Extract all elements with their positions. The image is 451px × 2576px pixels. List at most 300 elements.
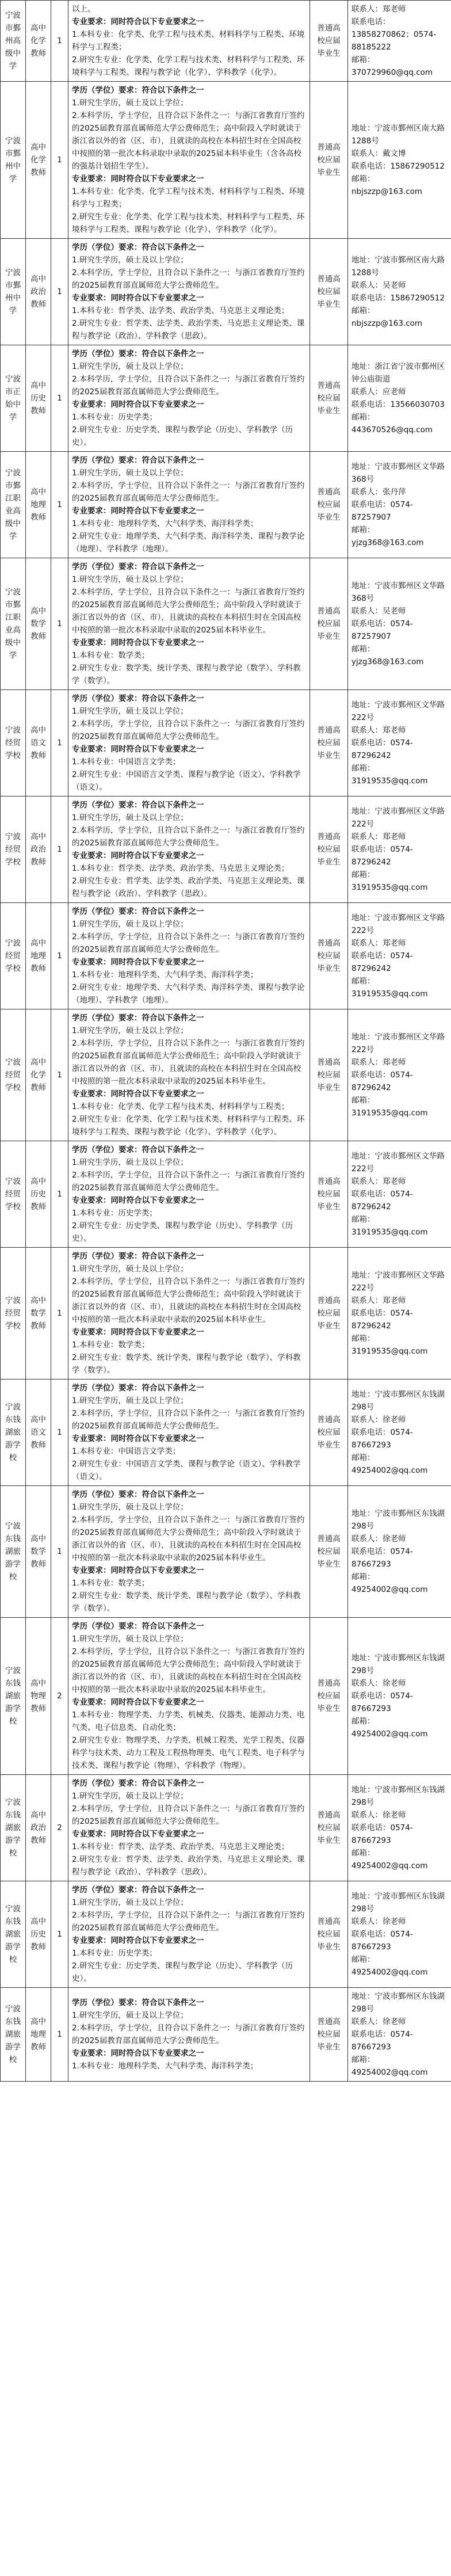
contact-line: 联系人：郑老师 [351,726,406,735]
contact-email: 49254002@qq.com [351,1968,428,1977]
requirements-cell [68,690,310,797]
school-name-cell: 宁波经贸学校 [1,1009,26,1141]
contact-line: 地址：宁波市鄞州区东钱湖298号 [351,1992,445,2014]
contact-info-cell [348,903,451,1009]
requirement-heading: 学历（学位）要求：符合以下条件之一 [72,1622,204,1631]
post-name-cell: 高中语文教师 [26,1380,51,1486]
requirements-cell [68,1,310,82]
requirement-heading: 专业要求：同时符合以下专业要求之一 [72,745,204,754]
requirements-cell [68,1380,310,1486]
requirement-heading: 专业要求：同时符合以下专业要求之一 [72,1328,204,1337]
contact-line: 联系人：张丹萍 [351,487,406,497]
contact-info-cell [348,1141,451,1248]
post-name-cell: 高中物理教师 [26,1618,51,1775]
requirement-line: 1.研究生学历，硕士及以上学位； [72,813,188,822]
table-row [1,1380,451,1486]
headcount-cell: 1 [51,1380,68,1486]
requirement-line: 2.本科学历，学士学位，且符合以下条件之一：与浙江省教育厅签约的2025届教育部直属师范大学公费师范生。 [72,1804,305,1826]
table-row [1,1248,451,1380]
requirement-line: 2.研究生专业：化学类、化学工程与技术类、材料科学与工程类、环境科学与工程类、课程与教学论（化学）、学科教学（化学）。 [72,55,305,77]
requirement-line: 1.研究生学历，硕士及以上学位； [72,468,188,478]
contact-line: 联系电话：0574-87296242 [351,738,413,760]
candidate-type-cell: 普通高校应届毕业生 [310,1881,348,1988]
requirements-cell [68,558,310,690]
contact-line: 邮箱： [351,413,375,422]
requirements-cell [68,1486,310,1618]
requirement-heading: 学历（学位）要求：符合以下条件之一 [72,1252,204,1261]
headcount-cell: 1 [51,903,68,1009]
requirement-line: 1.本科专业：化学类、化学工程与技术类、材料科学与工程类； [72,1102,289,1111]
contact-line: 邮箱： [351,2055,375,2064]
requirement-heading: 学历（学位）要求：符合以下条件之一 [72,86,204,95]
headcount-cell: 1 [51,239,68,345]
requirement-heading: 专业要求：同时符合以下专业要求之一 [72,400,204,409]
contact-line: 地址：宁波市鄞州区文华路368号 [351,462,445,484]
requirement-line: 1.本科专业：物理学类、力学类、机械类、仪器类、能源动力类、电气类、电子信息类、自动化类； [72,1710,305,1732]
requirement-line: 1.研究生学历，硕士及以上学位； [72,1634,188,1644]
table-row [1,82,451,239]
requirement-line: 1.本科专业：历史学类； [72,1949,157,1958]
requirements-cell [68,82,310,239]
table-row [1,1,451,82]
contact-line: 联系人：吴老师 [351,607,406,616]
contact-line: 邮箱： [351,1096,375,1105]
requirements-cell [68,1775,310,1881]
post-name-cell: 高中数学教师 [26,1486,51,1618]
headcount-cell: 1 [51,797,68,903]
school-name-cell: 宁波经贸学校 [1,1248,26,1380]
contact-line: 联系电话：15867290512 [351,294,445,303]
contact-info-cell [348,797,451,903]
post-name-cell: 高中历史教师 [26,345,51,452]
contact-line: 联系电话：13566030703 [351,400,445,409]
school-name-cell: 宁波经贸学校 [1,690,26,797]
requirement-line: 2.研究生专业：历史学类、课程与教学论（历史）、学科教学（历史）。 [72,1221,293,1243]
contact-line: 地址：宁波市鄞州区文华路222号 [351,807,445,829]
headcount-cell: 1 [51,1,68,82]
requirement-line: 2.研究生专业：中国语言文学类、课程与教学论（语文）、学科教学（语文）。 [72,1460,301,1481]
requirements-cell [68,1248,310,1380]
contact-line: 联系电话：0574-87667293 [351,1428,413,1450]
contact-line: 联系人：郑老师 [351,1058,406,1067]
post-name-cell: 高中语文教师 [26,690,51,797]
contact-line: 联系人：戴文博 [351,149,406,158]
requirement-heading: 专业要求：同时符合以下专业要求之一 [72,638,204,647]
contact-line: 邮箱： [351,1572,375,1582]
requirement-line: 2.研究生专业：历史学类、课程与教学论（历史）、学科教学（历史）。 [72,425,293,447]
requirements-cell [68,345,310,452]
post-name-cell: 高中数学教师 [26,1248,51,1380]
candidate-type-cell: 普通高校应届毕业生 [310,1618,348,1775]
requirement-line: 以上。 [72,5,95,14]
contact-info-cell [348,1486,451,1618]
contact-line: 联系人：郑老师 [351,1296,406,1305]
contact-email: 49254002@qq.com [351,2068,428,2077]
contact-line: 地址：宁波市鄞州区文华路222号 [351,913,445,935]
school-name-cell: 宁波市鄞江职业高级中学 [1,452,26,558]
contact-line: 联系电话：0574-87296242 [351,1070,413,1092]
contact-line: 邮箱： [351,1453,375,1462]
contact-line: 联系电话：0574-87667293 [351,2030,413,2052]
contact-email: yjzg368@163.com [351,657,424,666]
contact-info-cell [348,1618,451,1775]
school-name-cell: 宁波市鄞江职业高级中学 [1,558,26,690]
table-row [1,345,451,452]
requirement-heading: 学历（学位）要求：符合以下条件之一 [72,1384,204,1393]
post-name-cell: 高中政治教师 [26,797,51,903]
requirement-line: 1.研究生学历，硕士及以上学位； [72,98,188,108]
school-name-cell: 宁波东钱湖旅游学校 [1,1618,26,1775]
table-row [1,452,451,558]
contact-line: 联系电话：0574-87296242 [351,845,413,867]
post-name-cell: 高中历史教师 [26,1141,51,1248]
requirement-line: 1.研究生学历，硕士及以上学位； [72,920,188,929]
requirement-line: 2.本科学历，学士学位，且符合以下条件之一：与浙江省教育厅签约的2025届教育部直属师范大学公费师范生。 [72,1911,305,1933]
contact-email: 31919535@qq.com [351,776,428,786]
requirement-heading: 专业要求：同时符合以下专业要求之一 [72,2049,204,2058]
requirements-cell [68,1009,310,1141]
post-name-cell: 高中化学教师 [26,1,51,82]
requirement-line: 2.本科学历，学士学位，且符合以下条件之一：与浙江省教育厅签约的2025届教育部直属师范大学公费师范生。 [72,481,305,503]
contact-line: 地址：宁波市鄞州区文华路222号 [351,1032,445,1054]
contact-info-cell [348,1248,451,1380]
candidate-type-cell: 普通高校应届毕业生 [310,1248,348,1380]
contact-email: 49254002@qq.com [351,1729,428,1739]
contact-email: 49254002@qq.com [351,1585,428,1594]
school-name-cell: 宁波经贸学校 [1,797,26,903]
candidate-type-cell: 普通高校应届毕业生 [310,558,348,690]
contact-info-cell [348,1881,451,1988]
contact-line: 联系电话：13858270862；0574-88185222 [351,17,437,52]
requirements-cell [68,797,310,903]
candidate-type-cell: 普通高校应届毕业生 [310,239,348,345]
requirement-line: 2.研究生专业：地理学类、大气科学类、海洋科学类、课程与教学论（地理）、学科教学（地理）。 [72,983,305,1005]
post-name-cell: 高中历史教师 [26,1881,51,1988]
requirement-line: 1.本科专业：数学类； [72,651,150,660]
post-name-cell: 高中地理教师 [26,903,51,1009]
requirement-line: 2.研究生专业：化学类、化学工程与技术类、材料科学与工程类、环境科学与工程类、课程与教学论（化学）、学科教学（化学）。 [72,212,305,234]
contact-line: 邮箱： [351,764,375,773]
requirement-line: 1.本科专业：地理科学类、大气科学类、海洋科学类； [72,519,258,528]
requirement-heading: 学历（学位）要求：符合以下条件之一 [72,1779,204,1788]
requirement-heading: 学历（学位）要求：符合以下条件之一 [72,907,204,916]
contact-line: 邮箱： [351,645,375,654]
contact-line: 地址：宁波市鄞州区东钱湖298号 [351,1892,445,1914]
post-name-cell: 高中地理教师 [26,452,51,558]
contact-info-cell [348,558,451,690]
contact-email: nbjszzp@163.com [351,319,423,328]
requirement-heading: 专业要求：同时符合以下专业要求之一 [72,1434,204,1443]
contact-line: 联系人：徐老师 [351,1534,406,1544]
requirement-line: 2.研究生专业：哲学类、法学类、政治学类、马克思主义理论类、课程与教学论（政治）、学科教学（思政）。 [72,1855,305,1877]
school-name-cell: 宁波市鄞州中学 [1,82,26,239]
contact-line: 邮箱： [351,525,375,535]
contact-line: 地址：宁波市鄞州区文华路222号 [351,700,445,722]
contact-line: 邮箱： [351,174,375,184]
requirement-line: 1.本科专业：数学类； [72,1579,150,1588]
requirements-cell [68,1881,310,1988]
contact-info-cell [348,1775,451,1881]
contact-line: 邮箱： [351,1215,375,1224]
headcount-cell: 1 [51,345,68,452]
requirement-line: 2.本科学历，学士学位，且符合以下条件之一：与浙江省教育厅签约的2025届教育部直属师范大学公费师范生。 [72,1409,305,1431]
table-row [1,1988,451,2082]
table-row [1,690,451,797]
requirement-line: 2.本科学历，学士学位，且符合以下条件之一：与浙江省教育厅签约的2025届教育部直属师范大学公费师范生；高中阶段入学时就读于浙江省以外的省（区、市），且就读的高校在本科招生时在全国高校中按照的第一批次本科录取中录取的2025届本科毕业生（含各高校的强基计划招生学生）。 [72,111,305,171]
post-name-cell: 高中政治教师 [26,1775,51,1881]
requirement-heading: 学历（学位）要求：符合以下条件之一 [72,456,204,465]
requirement-line: 2.研究生专业：数学类、统计学类、课程与教学论（数学）、学科教学（数学）。 [72,664,301,685]
requirements-cell [68,239,310,345]
contact-line: 邮箱： [351,870,375,879]
requirement-heading: 学历（学位）要求：符合以下条件之一 [72,562,204,571]
contact-info-cell [348,1988,451,2082]
contact-line: 邮箱： [351,55,375,64]
requirement-line: 2.研究生专业：化学类、化学工程与技术类、材料科学与工程类、环境科学与工程类、课程与教学论（化学）、学科教学（化学）。 [72,1115,305,1137]
requirement-line: 2.研究生专业：哲学类、法学类、政治学类、马克思主义理论类、课程与教学论（政治）、学科教学（思政）。 [72,877,305,898]
contact-email: 443670526@qq.com [351,425,433,435]
requirement-line: 2.研究生专业：数学类、统计学类、课程与教学论（数学）、学科教学（数学）。 [72,1353,301,1375]
recruitment-table-body [1,1,451,2082]
contact-line: 邮箱： [351,1849,375,1858]
contact-email: 31919535@qq.com [351,1228,428,1237]
school-name-cell: 宁波市正始中学 [1,345,26,452]
school-name-cell: 宁波经贸学校 [1,903,26,1009]
contact-line: 联系人：徐老师 [351,2017,406,2026]
candidate-type-cell: 普通高校应届毕业生 [310,1988,348,2082]
contact-line: 联系电话：0574-87296242 [351,1190,413,1211]
contact-info-cell [348,1009,451,1141]
requirement-line: 2.本科学历，学士学位，且符合以下条件之一：与浙江省教育厅签约的2025届教育部直属师范大学公费师范生。 [72,2024,305,2045]
requirement-heading: 专业要求：同时符合以下专业要求之一 [72,1830,204,1839]
contact-email: 31919535@qq.com [351,989,428,999]
contact-line: 地址：浙江省宁波市鄞州区钟公庙街道 [351,362,445,384]
requirements-cell [68,452,310,558]
requirement-line: 1.本科专业：哲学类、法学类、政治学类、马克思主义理论类； [72,1842,289,1851]
headcount-cell: 1 [51,1009,68,1141]
contact-line: 地址：宁波市鄞州区南大路1288号 [351,256,445,277]
candidate-type-cell: 普通高校应届毕业生 [310,1775,348,1881]
requirement-line: 1.研究生学历，硕士及以上学位； [72,256,188,265]
contact-info-cell [348,345,451,452]
contact-email: 370729960@qq.com [351,68,433,77]
headcount-cell: 1 [51,1988,68,2082]
contact-line: 地址：宁波市鄞州区文华路222号 [351,1152,445,1173]
post-name-cell: 高中政治教师 [26,239,51,345]
requirement-heading: 专业要求：同时符合以下专业要求之一 [72,294,204,303]
post-name-cell: 高中化学教师 [26,1009,51,1141]
table-row [1,1618,451,1775]
table-row [1,1775,451,1881]
contact-info-cell [348,690,451,797]
contact-info-cell [348,452,451,558]
table-row [1,797,451,903]
requirement-line: 1.本科专业：数学类； [72,1340,150,1350]
table-row [1,1141,451,1248]
headcount-cell: 1 [51,1248,68,1380]
candidate-type-cell: 普通高校应届毕业生 [310,1141,348,1248]
requirement-line: 2.研究生专业：地理学类、大气科学类、海洋科学类、课程与教学论（地理）、学科教学（地理）。 [72,532,305,554]
school-name-cell: 宁波经贸学校 [1,1141,26,1248]
contact-line: 联系电话：0574-87296242 [351,951,413,973]
candidate-type-cell: 普通高校应届毕业生 [310,1486,348,1618]
headcount-cell: 1 [51,1486,68,1618]
contact-info-cell [348,1,451,82]
contact-line: 地址：宁波市鄞州区南大路1288号 [351,124,445,146]
requirement-line: 1.研究生学历，硕士及以上学位； [72,1264,188,1274]
table-row [1,1881,451,1988]
requirement-line: 1.研究生学历，硕士及以上学位； [72,1396,188,1405]
headcount-cell: 1 [51,452,68,558]
requirement-heading: 专业要求：同时符合以下专业要求之一 [72,1196,204,1205]
contact-line: 地址：宁波市鄞州区东钱湖298号 [351,1509,445,1531]
contact-line: 联系人：郑老师 [351,939,406,948]
contact-email: 31919535@qq.com [351,1108,428,1118]
contact-line: 邮箱： [351,1717,375,1726]
requirements-cell [68,1618,310,1775]
contact-line: 地址：宁波市鄞州区东钱湖298号 [351,1390,445,1412]
requirement-heading: 学历（学位）要求：符合以下条件之一 [72,1145,204,1154]
candidate-type-cell: 普通高校应届毕业生 [310,452,348,558]
requirement-line: 1.本科专业：历史学类； [72,413,157,422]
contact-line: 地址：宁波市鄞州区东钱湖298号 [351,1785,445,1807]
requirement-heading: 专业要求：同时符合以下专业要求之一 [72,1936,204,1945]
requirement-heading: 学历（学位）要求：符合以下条件之一 [72,1885,204,1895]
requirement-line: 2.本科学历，学士学位，且符合以下条件之一：与浙江省教育厅签约的2025届教育部直属师范大学公费师范生。 [72,826,305,848]
post-name-cell: 高中地理教师 [26,1988,51,2082]
headcount-cell: 1 [51,1141,68,1248]
requirement-heading: 专业要求：同时符合以下专业要求之一 [72,1698,204,1707]
contact-line: 邮箱： [351,977,375,986]
table-row [1,1009,451,1141]
contact-line: 邮箱： [351,1955,375,1964]
requirement-line: 2.本科学历，学士学位，且符合以下条件之一：与浙江省教育厅签约的2025届教育部直属师范大学公费师范生。 [72,1171,305,1192]
contact-line: 地址：宁波市鄞州区文华路368号 [351,581,445,603]
requirement-line: 2.研究生专业：数学类、统计学类、课程与教学论（数学）、学科教学（数学）。 [72,1591,301,1613]
requirement-line: 2.本科学历，学士学位，且符合以下条件之一：与浙江省教育厅签约的2025届教育部直属师范大学公费师范生。 [72,268,305,290]
requirement-heading: 专业要求：同时符合以下专业要求之一 [72,958,204,967]
candidate-type-cell: 普通高校应届毕业生 [310,903,348,1009]
requirement-heading: 专业要求：同时符合以下专业要求之一 [72,1566,204,1575]
requirement-line: 1.研究生学历，硕士及以上学位； [72,1026,188,1035]
post-name-cell: 高中数学教师 [26,558,51,690]
contact-line: 联系人：郑老师 [351,5,406,14]
requirement-line: 1.本科专业：地理科学类、大气科学类、海洋科学类； [72,2061,258,2071]
candidate-type-cell: 普通高校应届毕业生 [310,82,348,239]
requirement-heading: 学历（学位）要求：符合以下条件之一 [72,243,204,252]
requirement-line: 1.本科专业：化学类、化学工程与技术类、材料科学与工程类、环境科学与工程类； [72,187,305,209]
requirement-line: 2.本科学历，学士学位，且符合以下条件之一：与浙江省教育厅签约的2025届教育部直属师范大学公费师范生。 [72,375,305,397]
candidate-type-cell: 普通高校应届毕业生 [310,345,348,452]
contact-line: 邮箱： [351,306,375,315]
school-name-cell: 宁波市鄞州中学 [1,239,26,345]
requirement-line: 2.本科学历，学士学位，且符合以下条件之一：与浙江省教育厅签约的2025届教育部直属师范大学公费师范生；高中阶段入学时就读于浙江省以外的省（区、市），且就读的高校在本科招生时在全国高校中按照的第一批次本科录取中录取的2025届本科毕业生。 [72,1515,305,1563]
requirement-heading: 专业要求：同时符合以下专业要求之一 [72,851,204,860]
contact-line: 联系电话：0574-87257907 [351,500,413,522]
candidate-type-cell: 普通高校应届毕业生 [310,1009,348,1141]
school-name-cell: 宁波东钱湖旅游学校 [1,1881,26,1988]
requirements-cell [68,903,310,1009]
table-row [1,1486,451,1618]
requirement-heading: 学历（学位）要求：符合以下条件之一 [72,1998,204,2007]
requirement-line: 1.研究生学历，硕士及以上学位； [72,707,188,716]
contact-email: nbjszzp@163.com [351,187,423,196]
candidate-type-cell: 普通高校应届毕业生 [310,797,348,903]
requirement-heading: 学历（学位）要求：符合以下条件之一 [72,801,204,810]
contact-line: 联系电话：0574-87667293 [351,1930,413,1952]
requirement-line: 2.研究生专业：哲学类、法学类、政治学类、马克思主义理论类、课程与教学论（政治）、学科教学（思政）。 [72,319,305,341]
headcount-cell: 1 [51,82,68,239]
requirement-line: 1.研究生学历，硕士及以上学位； [72,575,188,584]
school-name-cell: 宁波东钱湖旅游学校 [1,1380,26,1486]
contact-line: 地址：宁波市鄞州区文华路222号 [351,1271,445,1293]
requirement-line: 1.本科专业：中国语言文学类； [72,757,181,767]
requirement-line: 2.本科学历，学士学位，且符合以下条件之一：与浙江省教育厅签约的2025届教育部直属师范大学公费师范生；高中阶段入学时就读于浙江省以外的省（区、市），且就读的高校在本科招生时在全国高校中按照的第一批次本科录取中录取的2025届本科毕业生。 [72,588,305,635]
candidate-type-cell: 普通高校应届毕业生 [310,690,348,797]
requirement-line: 1.研究生学历，硕士及以上学位； [72,1503,188,1512]
requirement-line: 1.研究生学历，硕士及以上学位； [72,1792,188,1801]
requirement-line: 1.研究生学历，硕士及以上学位； [72,2011,188,2020]
contact-line: 联系人：应老师 [351,387,406,397]
requirement-heading: 专业要求：同时符合以下专业要求之一 [72,1089,204,1099]
requirement-heading: 学历（学位）要求：符合以下条件之一 [72,349,204,359]
contact-email: 31919535@qq.com [351,1347,428,1356]
requirement-line: 1.本科专业：历史学类； [72,1209,157,1218]
requirement-line: 2.本科学历，学士学位，且符合以下条件之一：与浙江省教育厅签约的2025届教育部直属师范大学公费师范生；高中阶段入学时就读于浙江省以外的省（区、市），且就读的高校在本科招生时在全国高校中按照的第一批次本科录取中录取的2025届本科毕业生。 [72,1039,305,1086]
contact-line: 联系电话：15867290512 [351,162,445,171]
requirement-line: 1.本科专业：中国语言文学类； [72,1447,181,1456]
contact-line: 邮箱： [351,1334,375,1343]
table-row [1,239,451,345]
headcount-cell: 1 [51,558,68,690]
headcount-cell: 1 [51,1881,68,1988]
contact-line: 联系电话：0574-87257907 [351,619,413,641]
requirement-line: 2.研究生专业：物理学类、力学类、机械工程类、光学工程类、仪器科学与技术类、动力工程及工程热物理类、电气工程类、电子科学与技术类、课程与教学论（物理）、学科教学（物理）。 [72,1736,305,1770]
contact-line: 地址：宁波市鄞州区东钱湖298号 [351,1653,445,1675]
contact-line: 联系人：吴老师 [351,281,406,290]
contact-info-cell [348,82,451,239]
requirement-line: 2.本科学历，学士学位，且符合以下条件之一：与浙江省教育厅签约的2025届教育部直属师范大学公费师范生；高中阶段入学时就读于浙江省以外的省（区、市），且就读的高校在本科招生时在全国高校中按照的第一批次本科录取中录取的2025届本科毕业生。 [72,1277,305,1324]
requirement-line: 1.本科专业：哲学类、法学类、政治学类、马克思主义理论类； [72,306,289,315]
table-row [1,558,451,690]
requirement-line: 1.本科专业：地理科学类、大气科学类、海洋科学类； [72,970,258,980]
school-name-cell: 宁波东钱湖旅游学校 [1,1988,26,2082]
contact-email: 31919535@qq.com [351,883,428,892]
school-name-cell: 宁波东钱湖旅游学校 [1,1486,26,1618]
school-name-cell: 宁波东钱湖旅游学校 [1,1775,26,1881]
requirement-line: 2.本科学历，学士学位，且符合以下条件之一：与浙江省教育厅签约的2025届教育部直属师范大学公费师范生。 [72,932,305,954]
requirements-cell [68,1988,310,2082]
contact-line: 联系电话：0574-87667293 [351,1691,413,1713]
contact-line: 联系电话：0574-87296242 [351,1309,413,1331]
headcount-cell: 2 [51,1775,68,1881]
requirement-line: 1.研究生学历，硕士及以上学位； [72,1898,188,1907]
contact-line: 联系人：徐老师 [351,1679,406,1688]
contact-line: 联系人：徐老师 [351,1415,406,1424]
contact-info-cell [348,1380,451,1486]
requirement-heading: 学历（学位）要求：符合以下条件之一 [72,1490,204,1499]
headcount-cell: 2 [51,1618,68,1775]
contact-line: 联系电话：0574-87667293 [351,1547,413,1569]
requirement-line: 1.研究生学历，硕士及以上学位； [72,362,188,371]
requirement-line: 2.本科学历，学士学位，且符合以下条件之一：与浙江省教育厅签约的2025届教育部直属师范大学公费师范生；高中阶段入学时就读于浙江省以外的省（区、市），且就读的高校在本科招生时在全国高校中按照的第一批次本科录取中录取的2025届本科毕业生。 [72,1647,305,1694]
requirement-line: 1.研究生学历，硕士及以上学位； [72,1158,188,1167]
contact-email: 49254002@qq.com [351,1861,428,1870]
requirement-heading: 学历（学位）要求：符合以下条件之一 [72,1013,204,1023]
school-name-cell: 宁波市鄞州高级中学 [1,1,26,82]
requirement-heading: 专业要求：同时符合以下专业要求之一 [72,506,204,516]
requirement-line: 1.本科专业：化学类、化学工程与技术类、材料科学与工程类、环境科学与工程类； [72,30,305,52]
